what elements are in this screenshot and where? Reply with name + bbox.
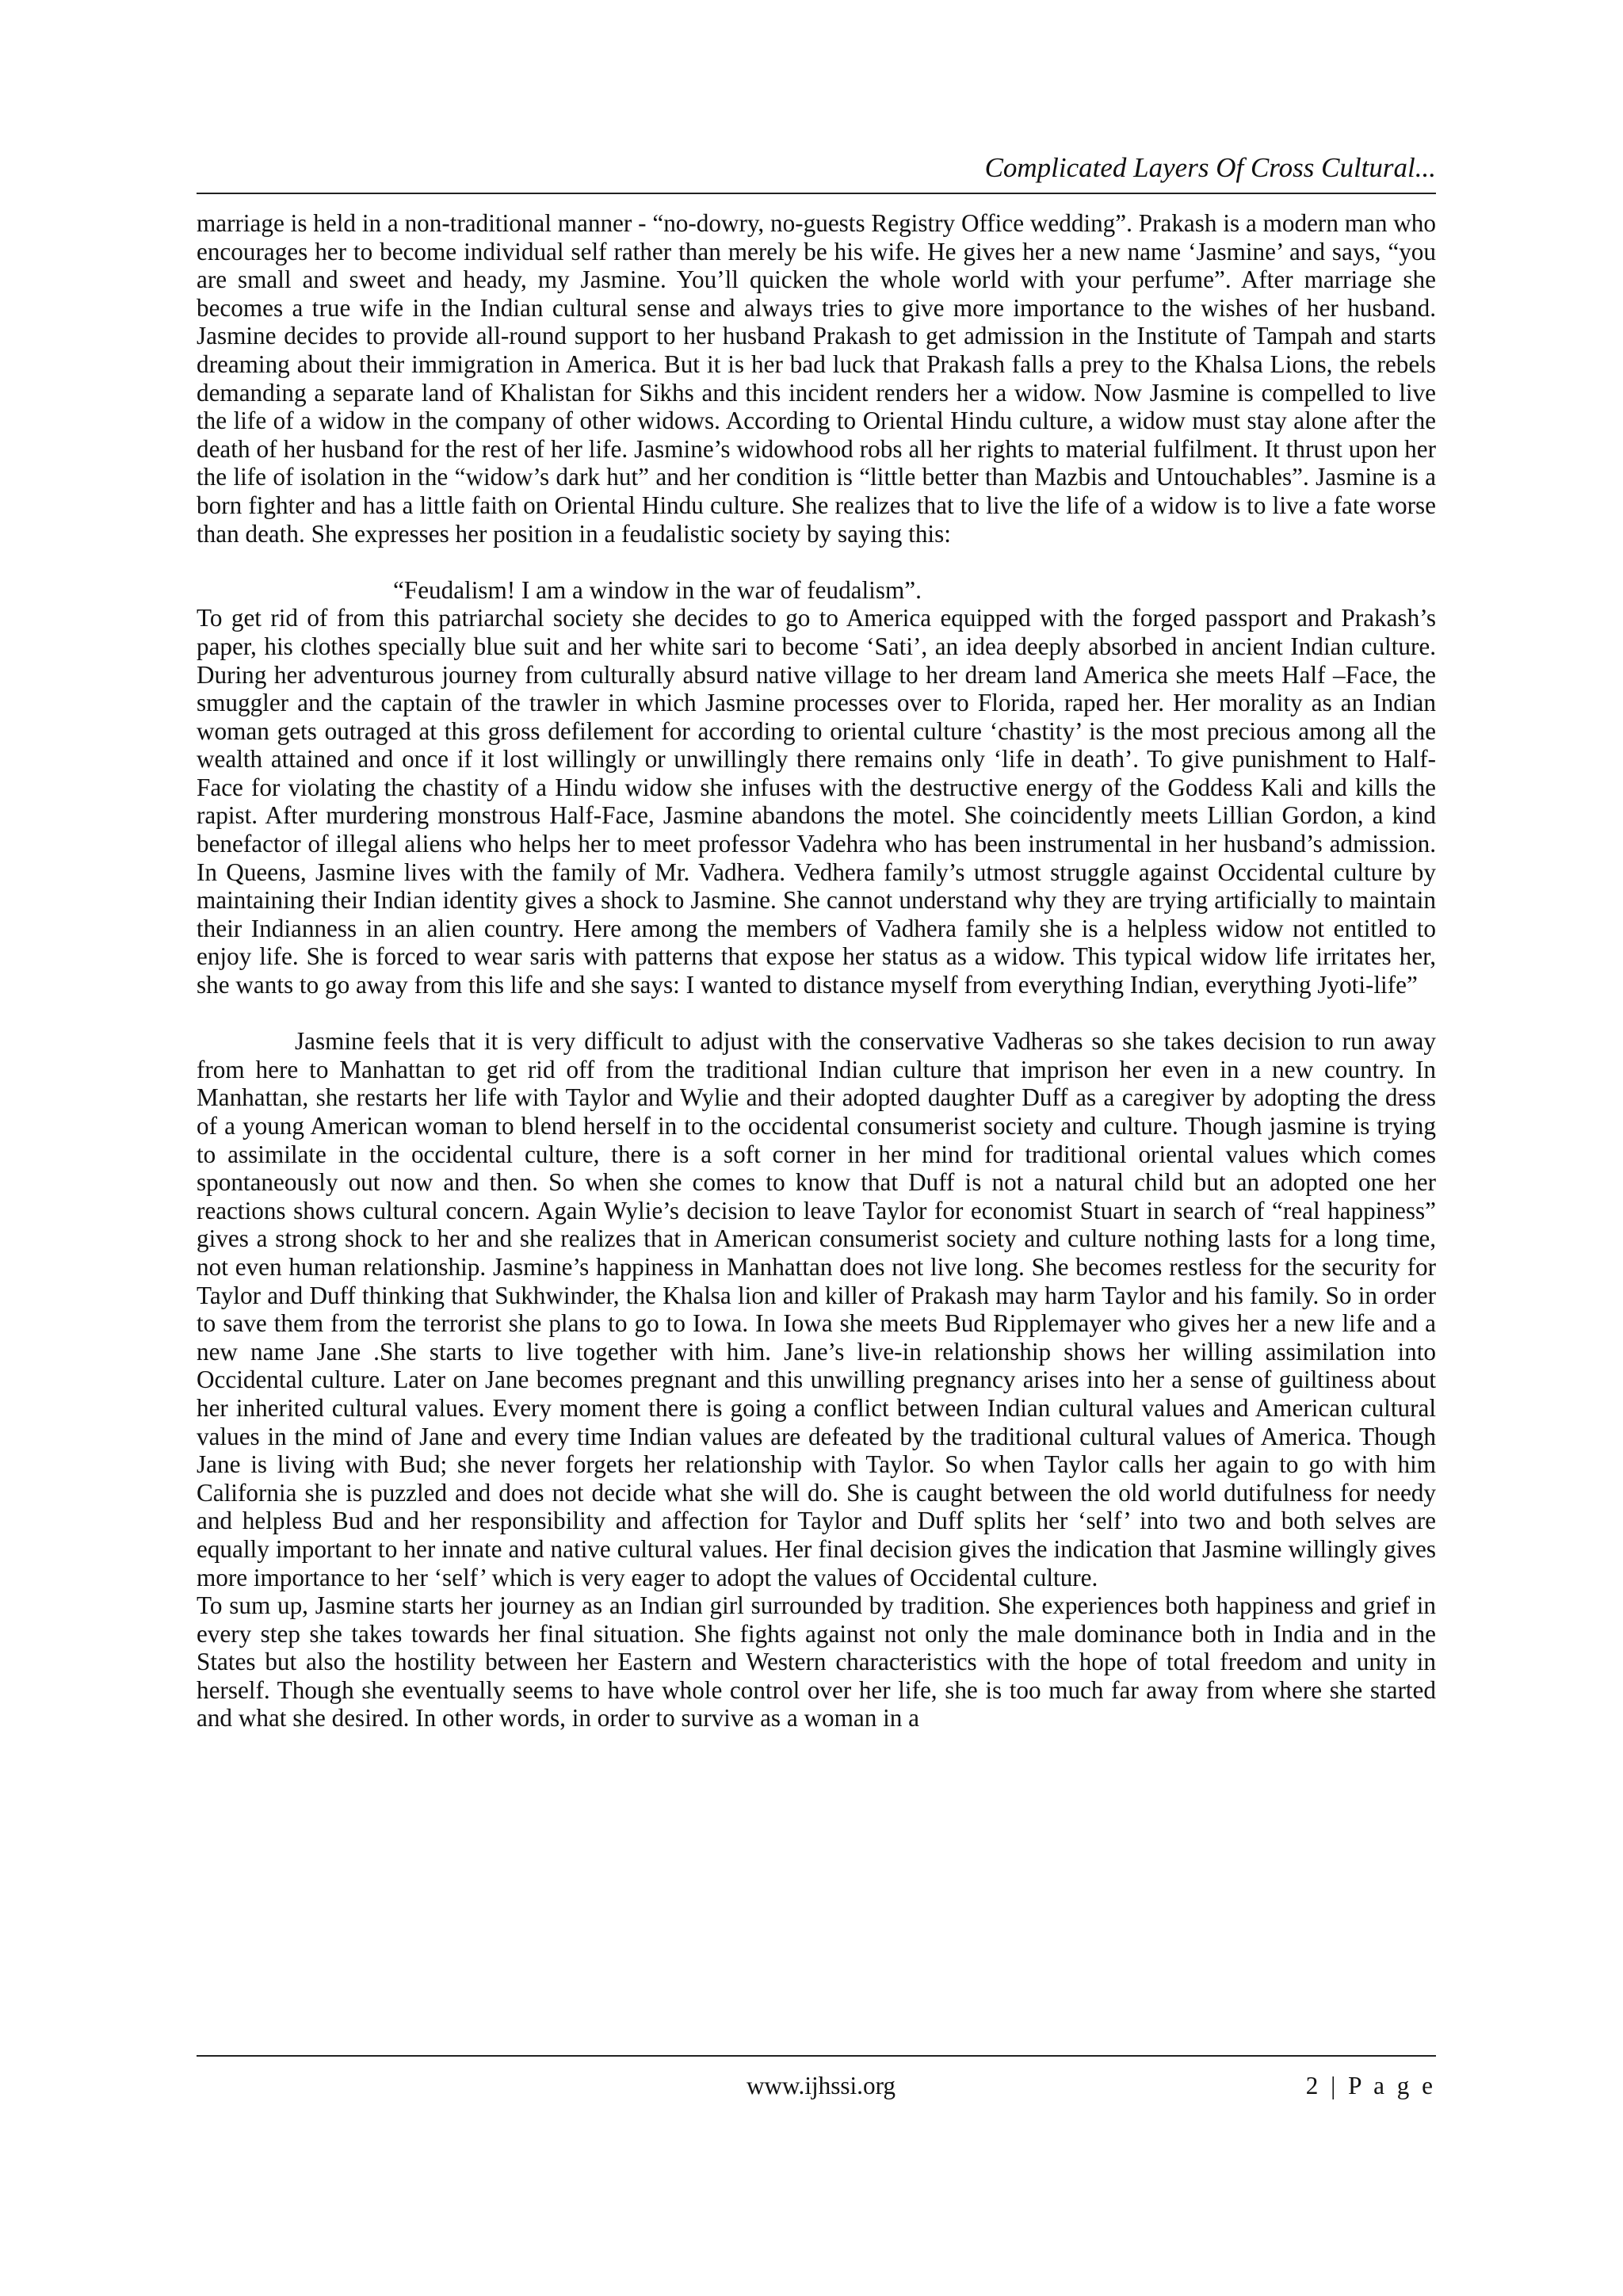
footer-divider: [197, 2055, 1436, 2057]
conclusion-paragraph: To sum up, Jasmine starts her journey as an Indian girl surrounded by tradition. She experiences both happiness and grief in every step she takes towards her final situation. She fights against not only the male dominance both in India and in the States but also the hostility between her Eastern and Western characteristics with the hope of total freedom and unity in herself. Though she eventually seems to have whole control over her life, she is too much far away from where she started and what she desired. In other words, in order to survive as a woman in a: [197, 1591, 1436, 1733]
block-quote: “Feudalism! I am a window in the war of feudalism”.: [393, 575, 922, 604]
footer-website: www.ijhssi.org: [746, 2072, 896, 2099]
header-divider: [197, 193, 1436, 194]
page-number: 2 | P a g e: [1305, 2072, 1436, 2099]
body-paragraph-3: Jasmine feels that it is very difficult to adjust with the conservative Vadheras so she takes decision to run away from here to Manhattan to get rid off from the traditional Indian culture that imprison her even in a new country. In Manhattan, she restarts her life with Taylor and Wylie and their adopted daughter Duff as a caregiver by adopting the dress of a young American woman to blend herself in to the occidental consumerist society and culture. Though jasmine is trying to assimilate in the occidental culture, there is a soft corner in her mind for traditional oriental values which comes spontaneously out now and then. So when she comes to know that Duff is not a natural child but an adopted one her reactions shows cultural concern. Again Wylie’s decision to leave Taylor for economist Stuart in search of “real happiness” gives a strong shock to her and she realizes that in American consumerist society and culture nothing lasts for a long time, not even human relationship. Jasmine’s happiness in Manhattan does not live long. She becomes restless for the security for Taylor and Duff thinking that Sukhwinder, the Khalsa lion and killer of Prakash may harm Taylor and his family. So in order to save them from the terrorist she plans to go to Iowa. In Iowa she meets Bud Ripplemayer who gives her a new life and a new name Jane .She starts to live together with him. Jane’s live-in relationship shows her willing assimilation into Occidental culture. Later on Jane becomes pregnant and this unwilling pregnancy arises into her a sense of guiltiness about her inherited cultural values. Every moment there is going a conflict between Indian cultural values and American cultural values in the mind of Jane and every time Indian values are defeated by the traditional cultural values of America. Though Jane is living with Bud; she never forgets her relationship with Taylor. So when Taylor calls her again to go with him California she is puzzled and does not decide what she will do. She is caught between the old world dutifulness for needy and helpless Bud and her responsibility and affection for Taylor and Duff splits her ‘self’ into two and both selves are equally important to her innate and native cultural values. Her final decision gives the indication that Jasmine willingly gives more importance to her ‘self’ which is very eager to adopt the values of Occidental culture.: [197, 1027, 1436, 1591]
running-header: Complicated Layers Of Cross Cultural...: [984, 152, 1436, 183]
article-body: [197, 209, 1436, 1733]
body-paragraph-1: marriage is held in a non-traditional manner - “no-dowry, no-guests Registry Office wedding”. Prakash is a modern man who encourages her to become individual self rather than merely be his wife. He gives her a new name ‘Jasmine’ and says, “you are small and sweet and heady, my Jasmine. You’ll quicken the whole world with your perfume”. After marriage she becomes a true wife in the Indian cultural sense and always tries to give more importance to the wishes of her husband. Jasmine decides to provide all-round support to her husband Prakash to get admission in the Institute of Tampah and starts dreaming about their immigration in America. But it is her bad luck that Prakash falls a prey to the Khalsa Lions, the rebels demanding a separate land of Khalistan for Sikhs and this incident renders her a widow. Now Jasmine is compelled to live the life of a widow in the company of other widows. According to Oriental Hindu culture, a widow must stay alone after the death of her husband for the rest of her life. Jasmine’s widowhood robs all her rights to material fulfilment. It thrust upon her the life of isolation in the “widow’s dark hut” and her condition is “little better than Mazbis and Untouchables”. Jasmine is a born fighter and has a little faith on Oriental Hindu culture. She realizes that to live the life of a widow is to live a fate worse than death. She expresses her position in a feudalistic society by saying this:: [197, 209, 1436, 548]
body-paragraph-2: To get rid of from this patriarchal society she decides to go to America equipped with the forged passport and Prakash’s paper, his clothes specially blue suit and her white sari to become ‘Sati’, an idea deeply absorbed in ancient Indian culture. During her adventurous journey from culturally absurd native village to her dream land America she meets Half –Face, the smuggler and the captain of the trawler in which Jasmine processes over to Florida, raped her. Her morality as an Indian woman gets outraged at this gross defilement for according to oriental culture ‘chastity’ is the most precious among all the wealth attained and once if it lost willingly or unwillingly there remains only ‘life in death’. To give punishment to Half-Face for violating the chastity of a Hindu widow she infuses with the destructive energy of the Goddess Kali and kills the rapist. After murdering monstrous Half-Face, Jasmine abandons the motel. She coincidently meets Lillian Gordon, a kind benefactor of illegal aliens who helps her to meet professor Vadehra who has been instrumental in her husband’s admission. In Queens, Jasmine lives with the family of Mr. Vadhera. Vedhera family’s utmost struggle against Occidental culture by maintaining their Indian identity gives a shock to Jasmine. She cannot understand why they are trying artificially to maintain their Indianness in an alien country. Here among the members of Vadhera family she is a helpless widow not entitled to enjoy life. She is forced to wear saris with patterns that expose her status as a widow. This typical widow life irritates her, she wants to go away from this life and she says: I wanted to distance myself from everything Indian, everything Jyoti-life”: [197, 604, 1436, 999]
